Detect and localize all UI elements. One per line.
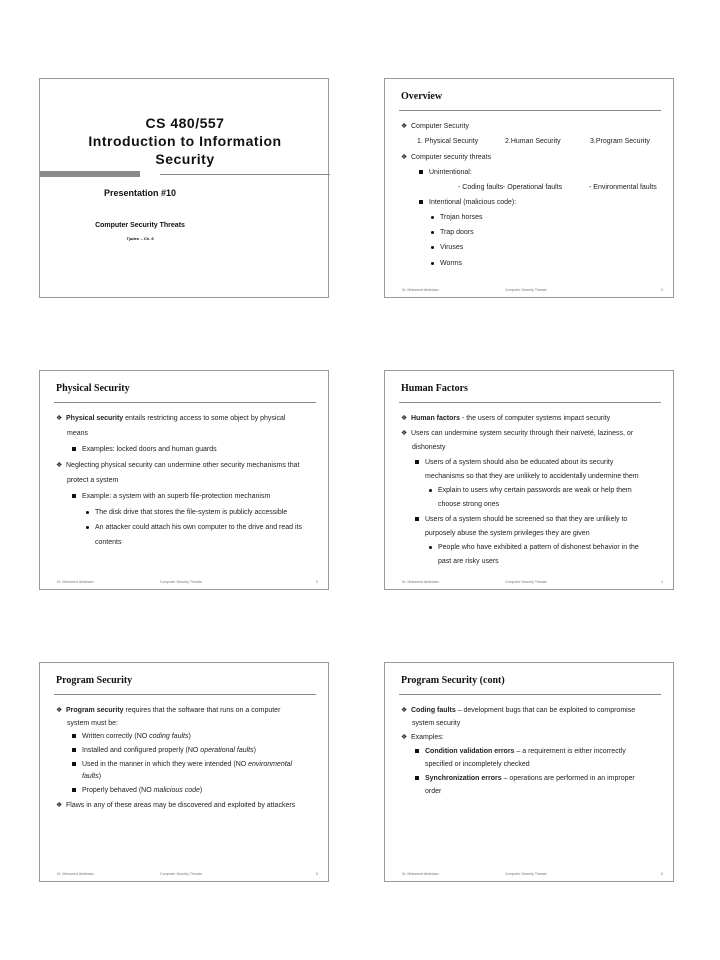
bullet-item: ❖ Users can undermine system security through their naïveté, laziness, or [401, 430, 634, 437]
square-bullet-icon [72, 748, 76, 752]
square-bullet-icon [72, 494, 76, 498]
diamond-bullet-icon: ❖ [56, 415, 63, 422]
diamond-bullet-icon: ❖ [401, 154, 408, 161]
slide-6 [384, 662, 674, 882]
dot-continuation: past are risky users [438, 558, 499, 565]
dot-item: An attacker could attach his own computer to the drive and read its [86, 523, 302, 532]
dot-item: Trojan horses [431, 213, 483, 222]
dot-item: Explain to users why certain passwords are weak or help them [429, 486, 632, 495]
footer-author: Dr. Mohamed Abdelaziz [57, 872, 94, 876]
sub-bullet-continuation: purposely abuse the system privileges they are given [425, 530, 590, 537]
slide-title: Program Security [56, 675, 133, 686]
sub-bullet-item: Installed and configured properly (NO operational faults) [72, 746, 256, 755]
sub-bullet-item: Written correctly (NO coding faults) [72, 732, 191, 741]
list-item: 3.Program Security [590, 138, 650, 145]
bullet-item: ❖ Human factors - the users of computer systems impact security [401, 415, 611, 422]
title-line-2: Introduction to Information [88, 133, 282, 149]
sub-bullet-item: Properly behaved (NO malicious code) [72, 786, 202, 795]
square-bullet-icon [419, 170, 423, 174]
title-line-3: Security [155, 151, 215, 167]
diamond-bullet-icon: ❖ [401, 707, 408, 714]
square-bullet-icon [72, 447, 76, 451]
dot-item: Viruses [431, 243, 463, 252]
list-item: 1. Physical Security [417, 138, 479, 145]
footer-title: Computer Security Threats [160, 580, 202, 584]
dot-bullet-icon [429, 546, 432, 549]
slide-5 [39, 662, 329, 882]
footer-title: Computer Security Threats [505, 288, 547, 292]
bullet-item: ❖ Physical security entails restricting access to some object by physical [56, 415, 286, 422]
presentation-number: Presentation #10 [103, 188, 177, 198]
footer-title: Computer Security Threats [505, 872, 547, 876]
bullet-continuation: means [67, 430, 89, 437]
bullet-continuation: dishonesty [412, 444, 446, 451]
bullet-item: ❖ Computer Security [401, 123, 469, 130]
footer-author: Dr. Mohamed Abdelaziz [402, 580, 439, 584]
diamond-bullet-icon: ❖ [401, 734, 408, 741]
square-bullet-icon [72, 762, 76, 766]
dot-bullet-icon [86, 511, 89, 514]
page-number: 5 [316, 872, 318, 876]
list-item: - Environmental faults [589, 184, 657, 191]
dot-item: Worms [431, 259, 462, 268]
diamond-bullet-icon: ❖ [401, 415, 408, 422]
slide-1 [39, 78, 329, 298]
sub-bullet-continuation: specified or incompletely checked [425, 761, 530, 768]
title-rule [399, 694, 661, 695]
dot-item: Trap doors [431, 228, 474, 237]
sub-bullet-item: Examples: locked doors and human guards [72, 445, 217, 454]
bullet-continuation: system security [412, 720, 461, 727]
sub-bullet-item: Intentional (malicious code): [419, 198, 516, 207]
square-bullet-icon [72, 734, 76, 738]
page-number: 3 [316, 580, 318, 584]
presentation-reference: Tjaden – Ch. 8 [126, 236, 154, 241]
slide-3 [39, 370, 329, 590]
bullet-item: ❖ Program security requires that the software that runs on a computer [56, 707, 281, 714]
slide-2 [384, 78, 674, 298]
sub-bullet-item: Users of a system should also be educated about its security [415, 458, 613, 467]
slide-title: Overview [401, 91, 443, 102]
sub-bullet-item: Unintentional: [419, 168, 472, 177]
square-bullet-icon [415, 517, 419, 521]
dot-bullet-icon [431, 231, 434, 234]
page-number: 4 [661, 580, 663, 584]
dot-item: The disk drive that stores the file-system is publicly accessible [86, 508, 287, 517]
list-item: - Operational faults [503, 184, 563, 191]
bullet-item: ❖ Computer security threats [401, 154, 492, 161]
square-bullet-icon [419, 200, 423, 204]
square-bullet-icon [415, 749, 419, 753]
sub-bullet-continuation: order [425, 788, 442, 795]
square-bullet-icon [415, 460, 419, 464]
dot-bullet-icon [431, 262, 434, 265]
footer-author: Dr. Mohamed Abdelaziz [57, 580, 94, 584]
title-rule [399, 402, 661, 403]
bullet-item: ❖ Flaws in any of these areas may be discovered and exploited by attackers [56, 802, 296, 809]
dot-continuation: contents [95, 539, 122, 546]
slide-title: Program Security (cont) [401, 675, 505, 686]
diamond-bullet-icon: ❖ [56, 462, 63, 469]
sub-bullet-item: Example: a system with an superb file-protection mechanism [72, 492, 270, 501]
slide-4 [384, 370, 674, 590]
footer-title: Computer Security Threats [505, 580, 547, 584]
dot-continuation: choose strong ones [438, 501, 500, 508]
bullet-item: ❖ Coding faults – development bugs that can be exploited to compromise [401, 707, 636, 714]
dot-bullet-icon [429, 489, 432, 492]
title-divider-bar [40, 171, 140, 177]
bullet-continuation: protect a system [67, 477, 119, 484]
dot-bullet-icon [86, 526, 89, 529]
diamond-bullet-icon: ❖ [401, 123, 408, 130]
dot-bullet-icon [431, 216, 434, 219]
title-divider-line [160, 174, 330, 175]
title-rule [54, 694, 316, 695]
title-line-1: CS 480/557 [145, 115, 225, 131]
footer-title: Computer Security Threats [160, 872, 202, 876]
page-number: 6 [661, 872, 663, 876]
list-item: - Coding faults [458, 184, 504, 191]
presentation-subtitle: Computer Security Threats [95, 222, 185, 229]
footer-author: Dr. Mohamed Abdelaziz [402, 288, 439, 292]
diamond-bullet-icon: ❖ [56, 802, 63, 809]
slide-title: Physical Security [56, 383, 130, 394]
bullet-item: ❖ Neglecting physical security can undermine other security mechanisms that [56, 462, 300, 469]
title-rule [54, 402, 316, 403]
sub-bullet-item: Users of a system should be screened so that they are unlikely to [415, 515, 627, 524]
sub-bullet-item: Condition validation errors – a requirement is either incorrectly [415, 747, 626, 756]
bullet-item: ❖ Examples: [401, 734, 444, 741]
square-bullet-icon [415, 776, 419, 780]
diamond-bullet-icon: ❖ [401, 430, 408, 437]
title-rule [399, 110, 661, 111]
sub-bullet-continuation: mechanisms so that they are unlikely to accidentally undermine them [425, 473, 639, 480]
slide-title: Human Factors [401, 383, 468, 394]
dot-bullet-icon [431, 246, 434, 249]
dot-item: People who have exhibited a pattern of dishonest behavior in the [429, 543, 639, 552]
list-item: 2.Human Security [505, 138, 561, 145]
diamond-bullet-icon: ❖ [56, 707, 63, 714]
sub-bullet-item: Used in the manner in which they were intended (NO environmental [72, 760, 292, 769]
square-bullet-icon [72, 788, 76, 792]
footer-author: Dr. Mohamed Abdelaziz [402, 872, 439, 876]
bullet-continuation: system must be: [67, 720, 118, 727]
sub-bullet-item: Synchronization errors – operations are performed in an improper [415, 774, 635, 783]
sub-bullet-continuation: faults) [82, 773, 102, 780]
page-number: 2 [661, 288, 663, 292]
